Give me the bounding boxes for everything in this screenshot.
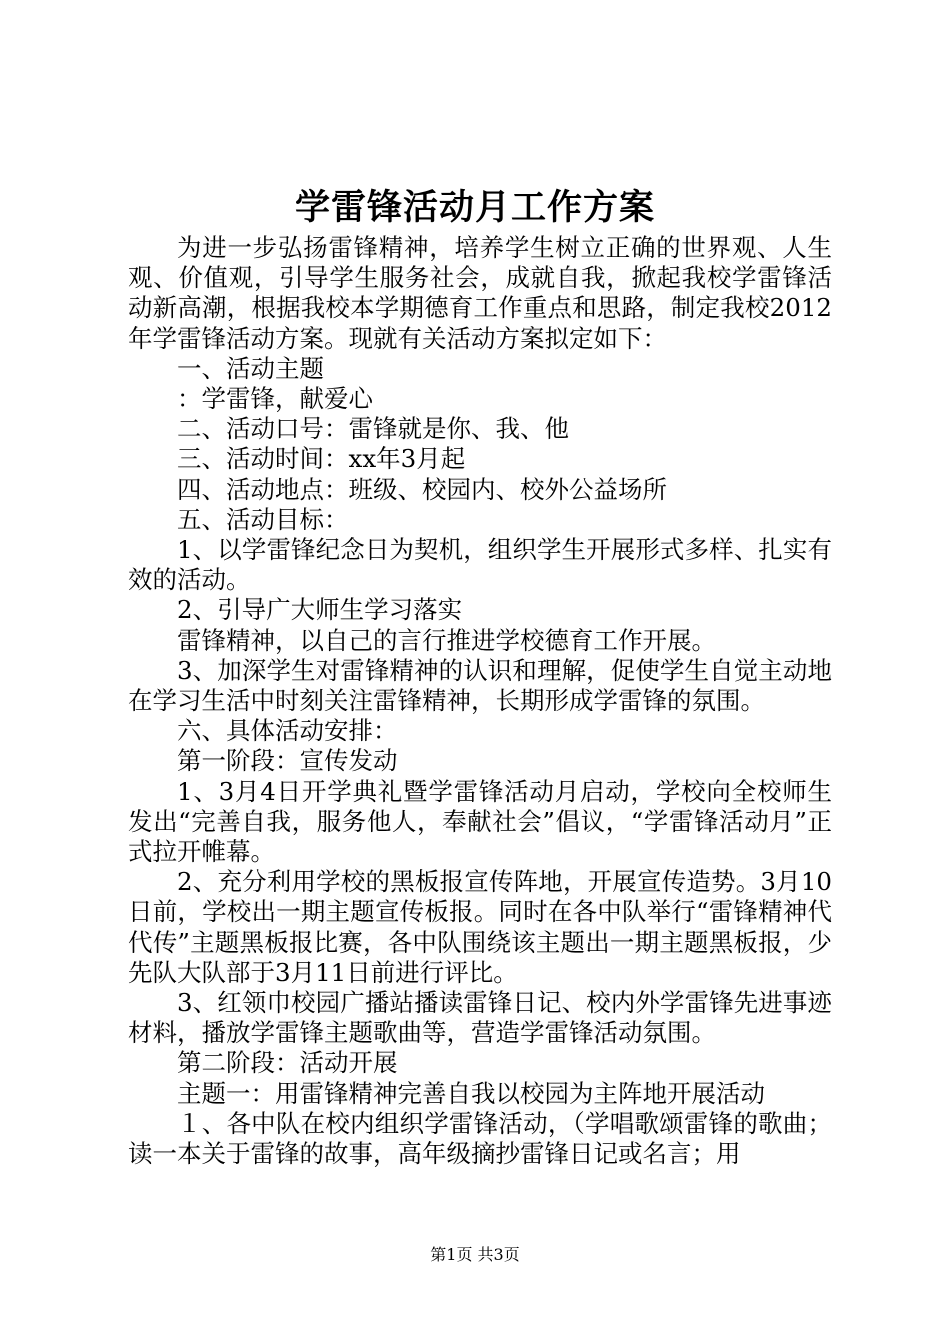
document-body (128, 233, 832, 1169)
goal-item-2-continued: 雷锋精神，以自己的言行推进学校德育工作开展。 (177, 625, 716, 655)
topic1-item-1: １、各中队在校内组织学雷锋活动，（学唱歌颂雷锋的歌曲；读一本关于雷锋的故事，高年级摘抄雷锋日记或名言；用 (128, 1108, 832, 1169)
section-heading-arrangement: 六、具体活动安排： (177, 716, 398, 746)
page-number-footer: 第1页 共3页 (430, 1245, 520, 1264)
document-title: 学雷锋活动月工作方案 (294, 187, 655, 228)
phase1-item-2: 2、充分利用学校的黑板报宣传阵地，开展宣传造势。3月10日前，学校出一期主题宣传板报。同时在各中队举行“雷锋精神代代传”主题黑板报比赛，各中队围绕该主题出一期主题黑板报，少先队大队部于3月11日前进行评比。 (128, 867, 832, 987)
goal-item-1: 1、以学雷锋纪念日为契机，组织学生开展形式多样、扎实有效的活动。 (128, 535, 832, 595)
phase1-item-1: 1、3月4日开学典礼暨学雷锋活动月启动，学校向全校师生发出“完善自我，服务他人，奉献社会”倡议，“学雷锋活动月”正式拉开帷幕。 (128, 776, 832, 867)
goal-item-2: 2、引导广大师生学习落实 (177, 595, 463, 625)
phase-heading-1: 第一阶段：宣传发动 (177, 746, 398, 776)
goal-item-3: 3、加深学生对雷锋精神的认识和理解，促使学生自觉主动地在学习生活中时刻关注雷锋精神，长期形成学雷锋的氛围。 (128, 655, 832, 716)
intro-paragraph: 为进一步弘扬雷锋精神，培养学生树立正确的世界观、人生观、价值观，引导学生服务社会，成就自我，掀起我校学雷锋活动新高潮，根据我校本学期德育工作重点和思路，制定我校2012年学雷锋活动方案。现就有关活动方案拟定如下： (128, 233, 832, 353)
theme-text: ：学雷锋，献爱心 (177, 384, 373, 414)
section-heading-theme: 一、活动主题 (177, 353, 324, 383)
phase1-item-3: 3、红领巾校园广播站播读雷锋日记、校内外学雷锋先进事迹材料，播放学雷锋主题歌曲等，营造学雷锋活动氛围。 (128, 988, 832, 1048)
section-location: 四、活动地点：班级、校园内、校外公益场所 (177, 474, 667, 504)
section-slogan: 二、活动口号：雷锋就是你、我、他 (177, 414, 569, 444)
section-time: 三、活动时间：xx年3月起 (177, 444, 466, 474)
topic-heading-1: 主题一：用雷锋精神完善自我以校园为主阵地开展活动 (177, 1078, 765, 1108)
section-heading-goals: 五、活动目标： (177, 504, 349, 534)
phase-heading-2: 第二阶段：活动开展 (177, 1048, 398, 1078)
